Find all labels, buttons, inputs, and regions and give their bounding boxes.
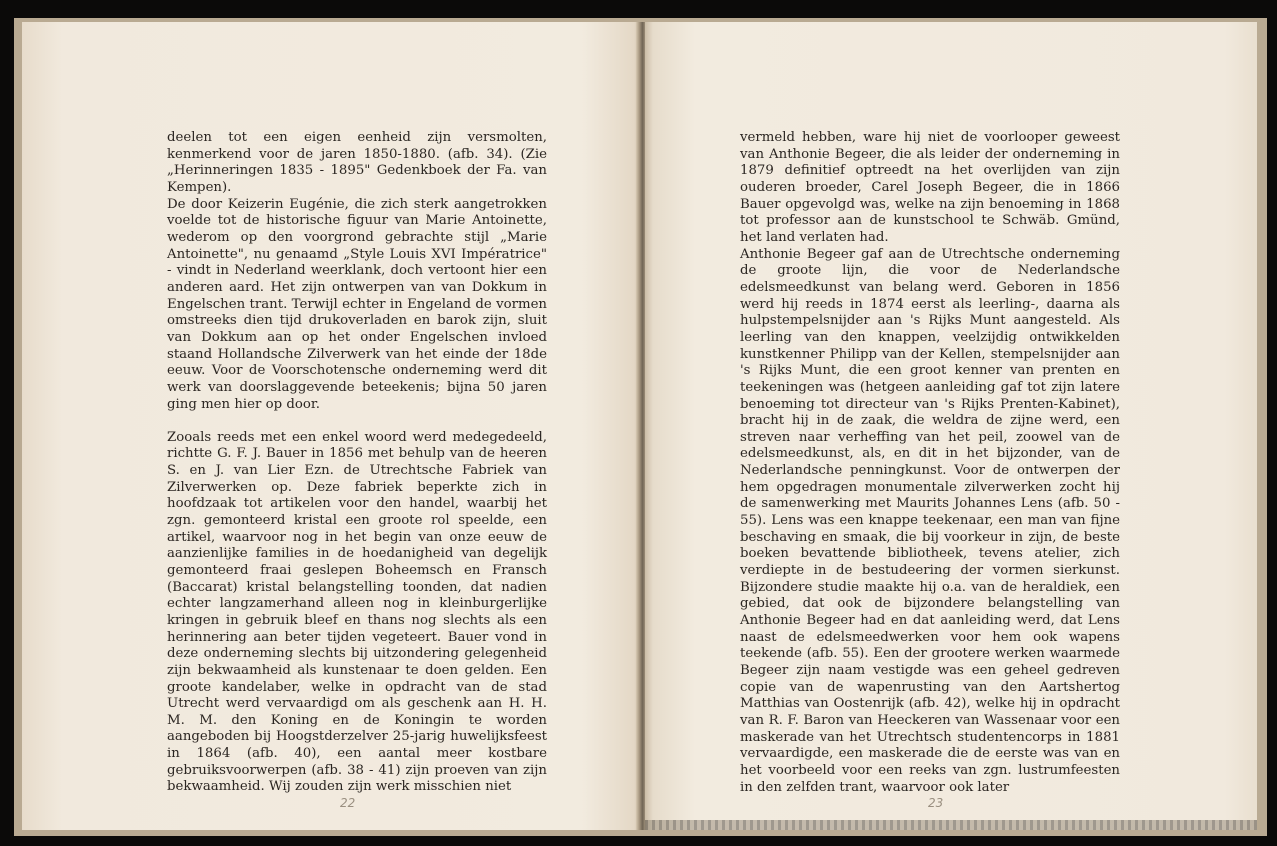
right-paragraph-1: vermeld hebben, ware hij niet de voorlooper geweest van Anthonie Begeer, die als leider der onderneming in 1879 definitief optreedt na het overlijden van zijn ouderen broeder, Carel Joseph Begeer, die in 1866 Bauer opgevolgd was, welke na zijn benoeming in 1868 tot professor aan de kunstschool te Schwäb. Gmünd, het land verlaten had. <box>740 130 1120 245</box>
left-paragraph-2: De door Keizerin Eugénie, die zich sterk aangetrokken voelde tot de historische figuur van Marie Antoinette, wederom op den voorgrond gebrachte stijl „Marie Antoinette", nu genaamd „Style Louis XVI Impératrice" - vindt in Nederland weerklank, doch vertoont hier een anderen aard. Het zijn ontwerpen van van Dokkum in Engelschen trant. Terwijl echter in Engeland de vormen omstreeks dien tijd drukoverladen en barok zijn, sluit van Dokkum aan op het onder Engelschen invloed staand Hollandsche Zilverwerk van het einde der 18de eeuw. Voor de Voorschotensche onderneming werd dit werk van doorslaggevende beteekenis; bijna 50 jaren ging men hier op door. <box>167 196 547 412</box>
left-paragraph-1: deelen tot een eigen eenheid zijn versmolten, kenmerkend voor de jaren 1850-1880. (afb. 34). (Zie „Herinneringen 1835 - 1895" Gedenkboek der Fa. van Kempen). <box>167 130 547 195</box>
right-paragraph-2: Anthonie Begeer gaf aan de Utrechtsche onderneming de groote lijn, die voor de Nederlandsche edelsmeedkunst van belang werd. Geboren in 1856 werd hij reeds in 1874 eerst als leerling-, daarna als hulpstempelsnijder aan 's Rijks Munt aangesteld. Als leerling van den knappen, veelzijdig ontwikkelden kunstkenner Philipp van der Kellen, stempelsnijder aan 's Rijks Munt, die een groot kenner van prenten en teekeningen was (hetgeen aanleiding gaf tot zijn latere benoeming tot directeur van 's Rijks Prenten-Kabinet), bracht hij in de zaak, die weldra de zijne werd, een streven naar verheffing van het peil, zoowel van de edelsmeedkunst, als, en dit in het bijzonder, van de Nederlandsche penningkunst. Voor de ontwerpen der hem opgedragen monumentale zilverwerken zocht hij de samenwerking met Maurits Johannes Lens (afb. 50 - 55). Lens was een knappe teekenaar, een man van fijne beschaving en smaak, die bij voorkeur in zijn, de beste boeken bevattende bibliotheek, tevens atelier, zich verdiepte in de bestudeering der vormen sierkunst. Bijzondere studie maakte hij o.a. van de heraldiek, een gebied, dat ook de bijzondere belangstelling van Anthonie Begeer had en dat aanleiding werd, dat Lens naast de edelsmeedwerken voor hem ook wapens teekende (afb. 55). Een der grootere werken waarmede Begeer zijn naam vestigde was een geheel gedreven copie van de wapenrusting van den Aartshertog Matthias van Oostenrijk (afb. 42), welke hij in opdracht van R. F. Baron van Heeckeren van Wassenaar voor een maskerade van het Utrechtsch studentencorps in 1881 vervaardigde, een maskerade die de eerste was van en het voorbeeld voor een reeks van zgn. lustrumfeesten in den zelfden trant, waarvoor ook later <box>740 246 1120 795</box>
right-page <box>645 22 1257 830</box>
left-page <box>22 22 640 830</box>
page-bottom-edge <box>645 820 1257 830</box>
left-page-text <box>167 130 547 796</box>
page-number-right: 23 <box>928 796 944 810</box>
page-number-left: 22 <box>340 796 356 810</box>
right-page-text <box>740 130 1120 796</box>
left-paragraph-3: Zooals reeds met een enkel woord werd medegedeeld, richtte G. F. J. Bauer in 1856 met behulp van de heeren S. en J. van Lier Ezn. de Utrechtsche Fabriek van Zilverwerken op. Deze fabriek beperkte zich in hoofdzaak tot artikelen voor den handel, waarbij het zgn. gemonteerd kristal een groote rol speelde, een artikel, waarvoor nog in het begin van onze eeuw de aanzienlijke families in de hoedanigheid van degelijk gemonteerd fraai geslepen Boheemsch en Fransch (Baccarat) kristal belangstelling toonden, dat nadien echter langzamerhand alleen nog in kleinburgerlijke kringen in gebruik bleef en thans nog slechts als een herinnering aan beter tijden vegeteert. Bauer vond in deze onderneming slechts bij uitzondering gelegenheid zijn bekwaamheid als kunstenaar te doen gelden. Een groote kandelaber, welke in opdracht van de stad Utrecht werd vervaardigd om als geschenk aan H. H. M. M. den Koning en de Koningin te worden aangeboden bij Hoogstderzelver 25-jarig huwelijksfeest in 1864 (afb. 40), een aantal meer kostbare gebruiksvoorwerpen (afb. 38 - 41) zijn proeven van zijn bekwaamheid. Wij zouden zijn werk misschien niet <box>167 429 547 795</box>
